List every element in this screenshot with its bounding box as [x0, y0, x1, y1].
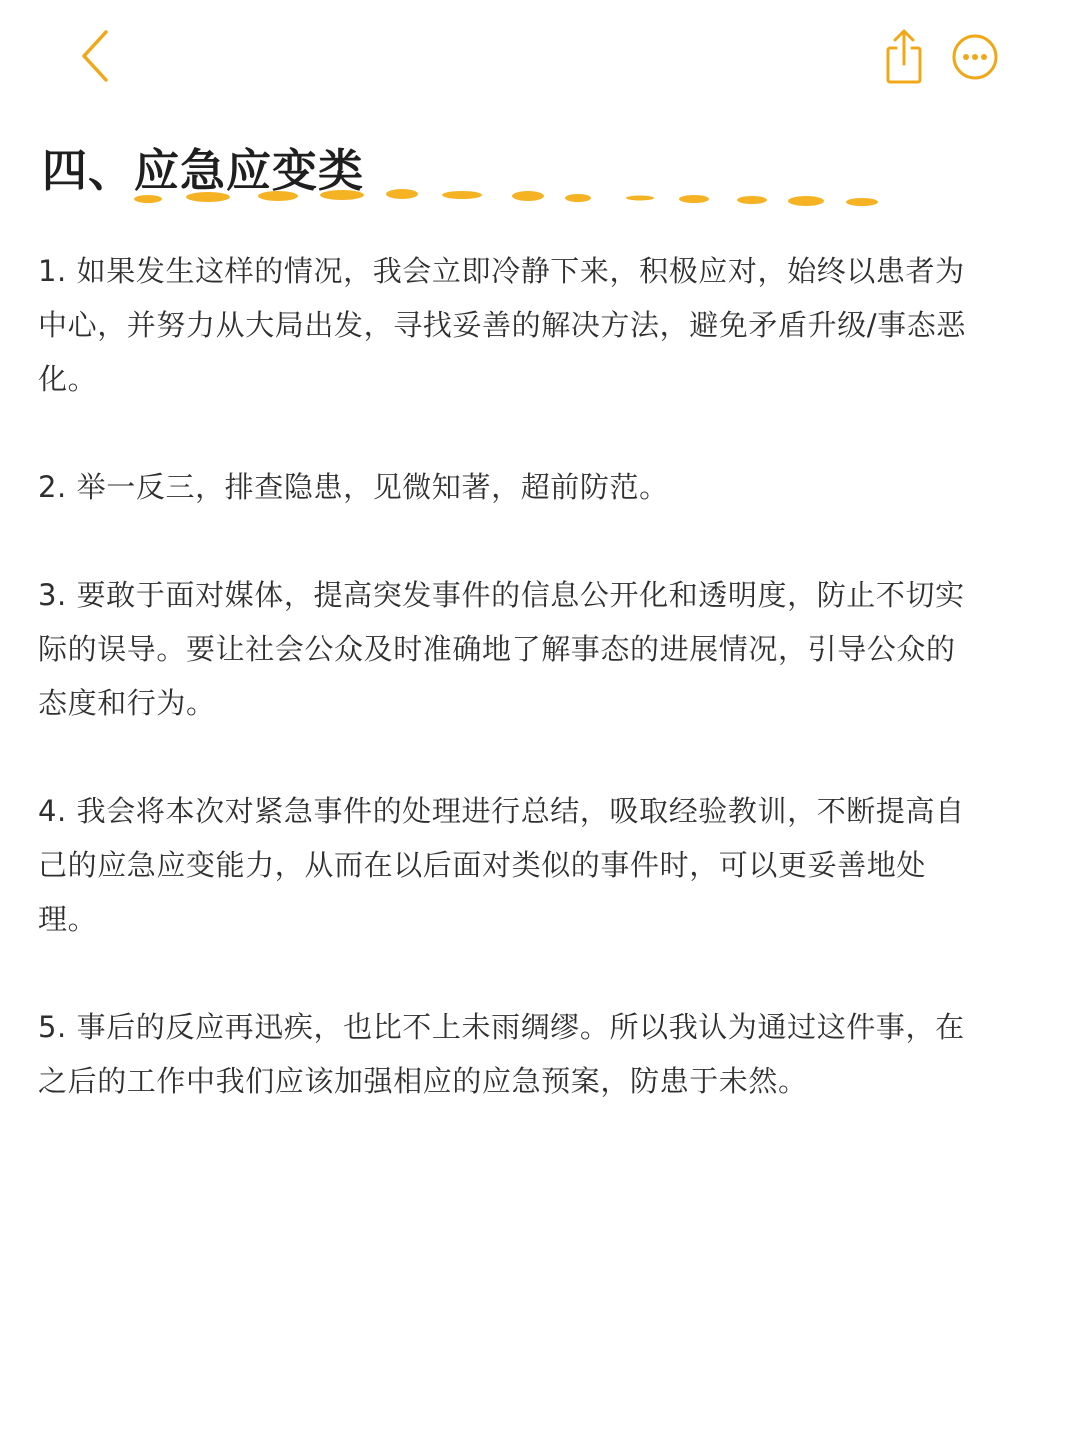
back-button[interactable]: [70, 24, 130, 88]
chevron-left-icon: [70, 24, 130, 88]
more-dots-icon: [948, 30, 1002, 84]
top-navigation-bar: [0, 0, 1080, 110]
paragraph-5: 5. 事后的反应再迅疾，也比不上未雨绸缪。所以我认为通过这件事，在之后的工作中我们应该加强相应的应急预案，防患于未然。: [38, 1010, 965, 1098]
share-icon: [878, 26, 930, 86]
paragraph-4: 4. 我会将本次对紧急事件的处理进行总结，吸取经验教训，不断提高自己的应急应变能力，从而在以后面对类似的事件时，可以更妥善地处理。: [38, 794, 965, 936]
article-body: [38, 244, 983, 1162]
paragraph-3: 3. 要敢于面对媒体，提高突发事件的信息公开化和透明度，防止不切实际的误导。要让社会公众及时准确地了解事态的进展情况，引导公众的态度和行为。: [38, 578, 965, 720]
paragraph-1: 1. 如果发生这样的情况，我会立即冷静下来，积极应对，始终以患者为中心，并努力从大局出发，寻找妥善的解决方法，避免矛盾升级/事态恶化。: [38, 254, 966, 396]
share-button[interactable]: [878, 26, 930, 86]
page-title: 四、应急应变类: [42, 144, 365, 197]
paragraph-2: 2. 举一反三，排查隐患，见微知著，超前防范。: [38, 470, 669, 504]
title-section: [40, 128, 940, 224]
more-options-button[interactable]: [948, 30, 1002, 84]
